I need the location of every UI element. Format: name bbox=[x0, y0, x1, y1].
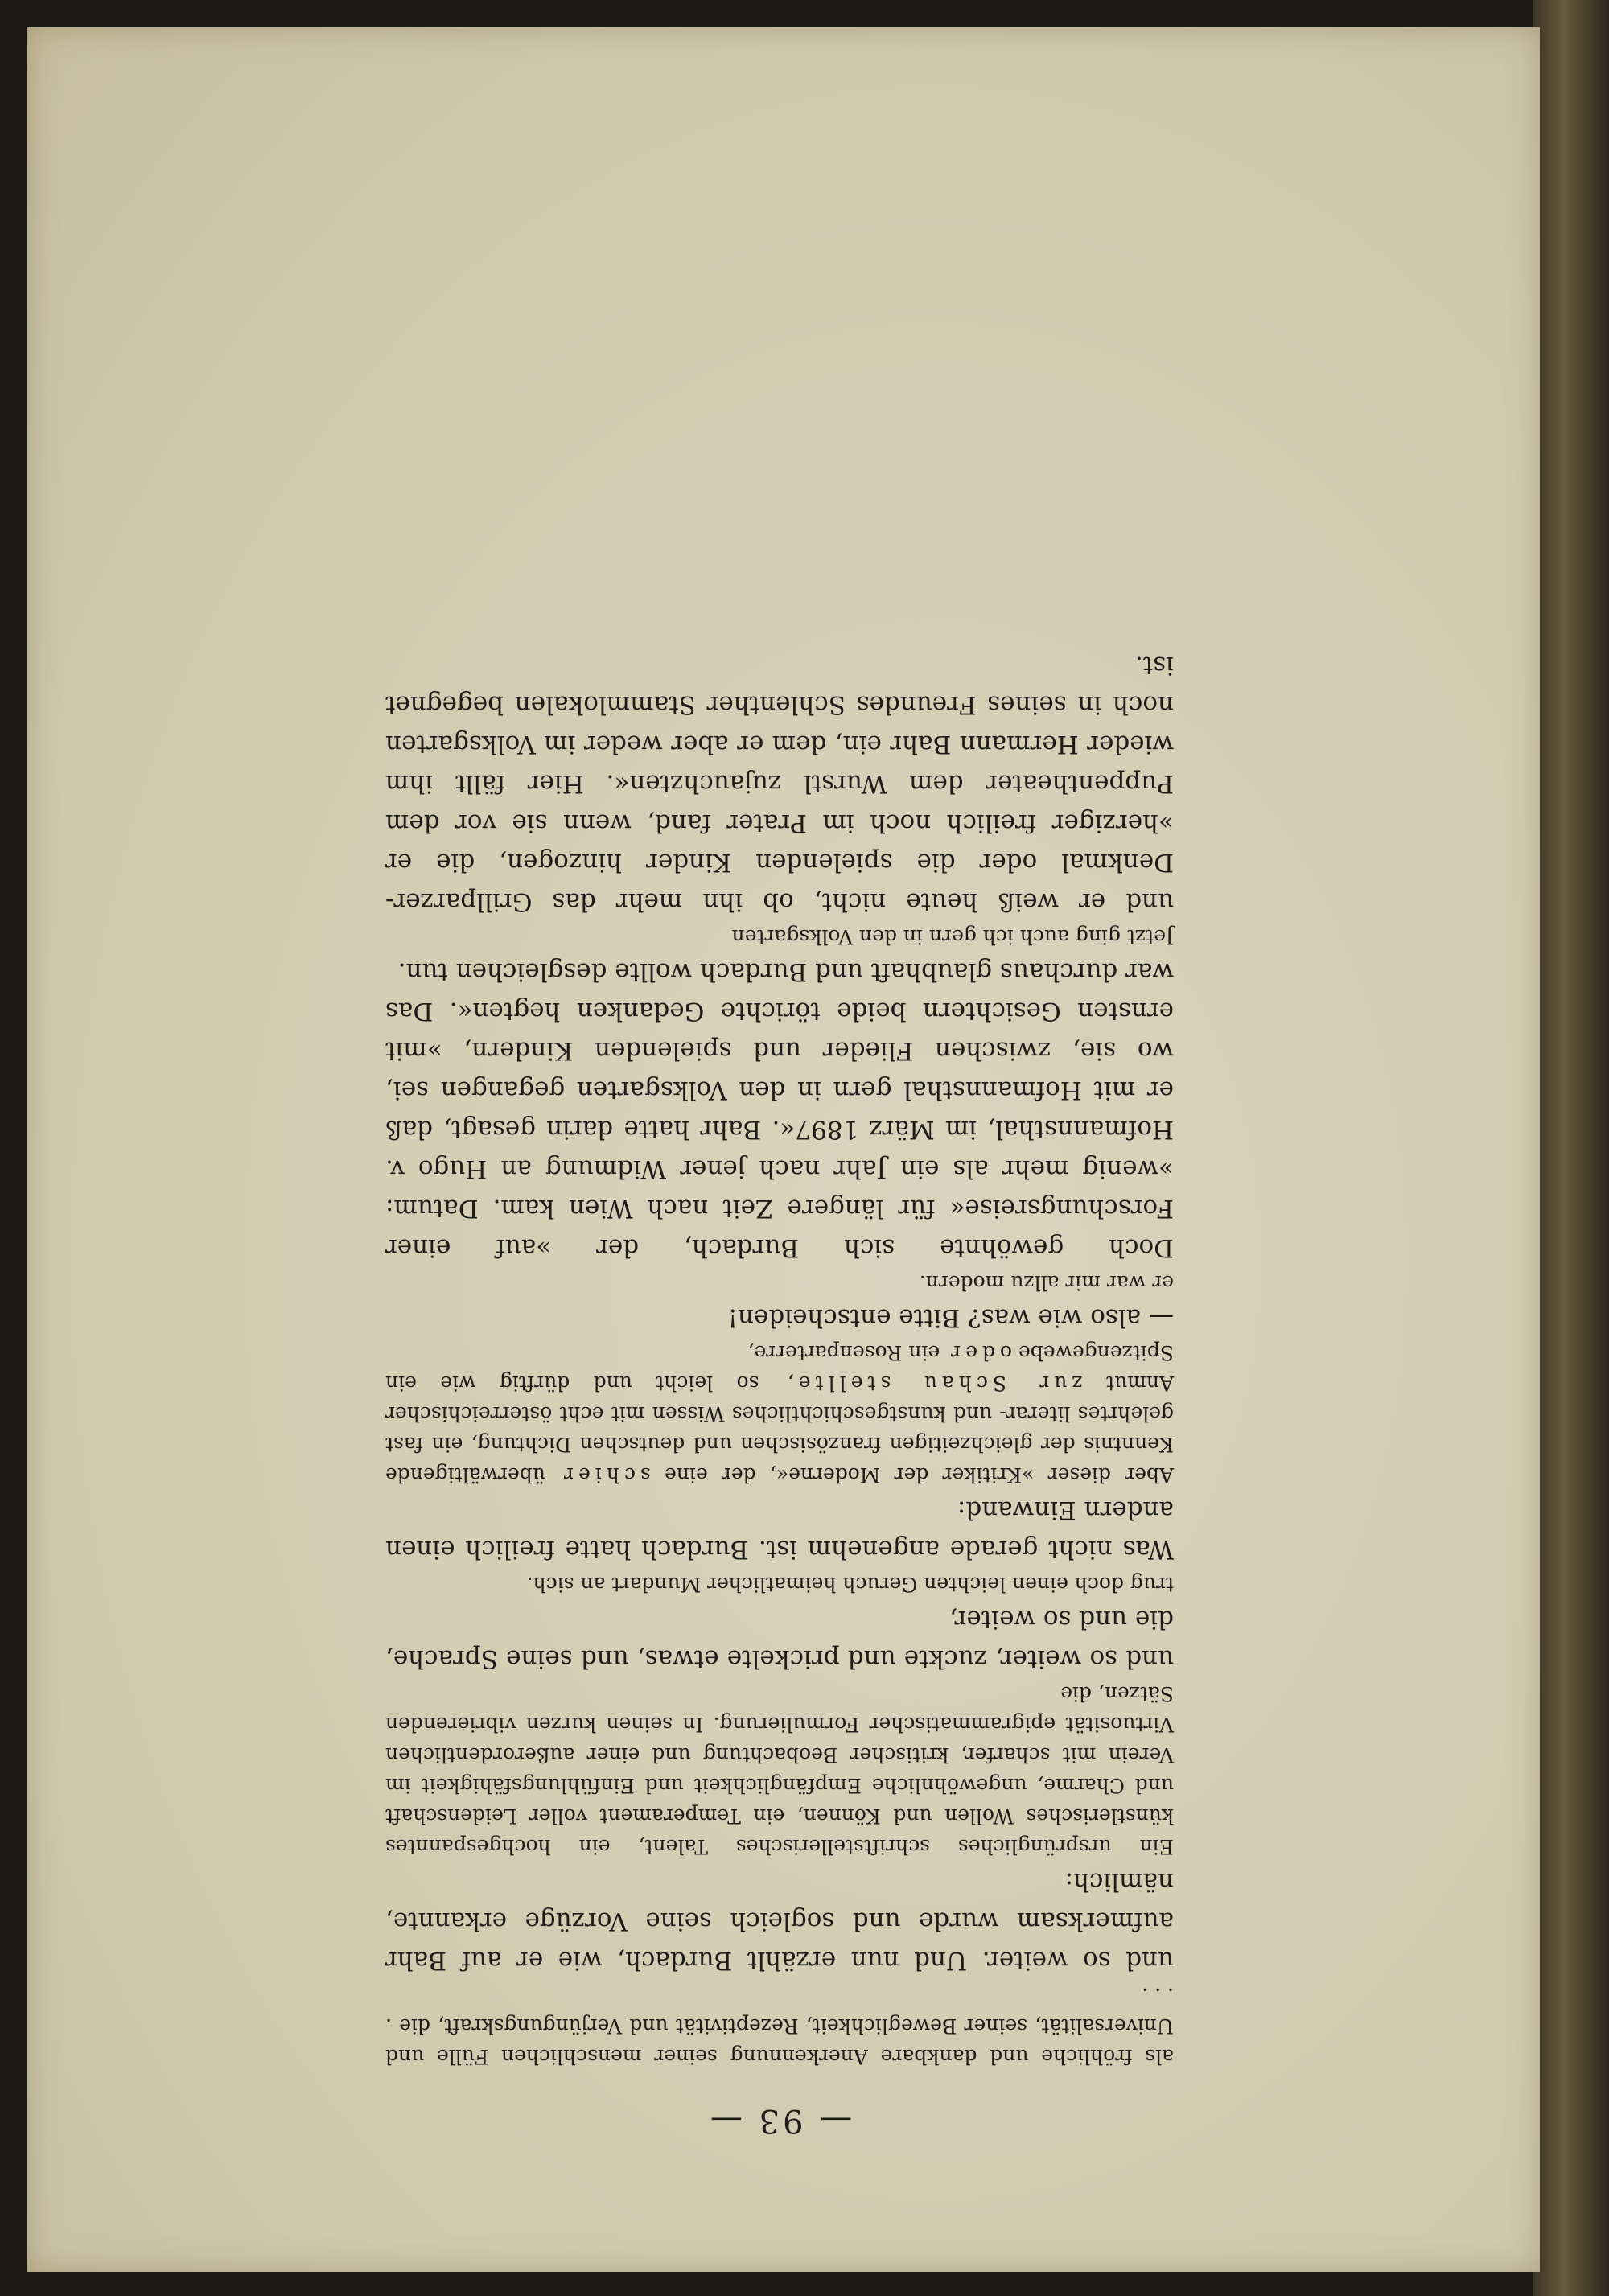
book-page bbox=[27, 27, 1540, 2272]
quote-7-emphasis-oder: oder bbox=[946, 1341, 1013, 1364]
quote-paragraph-11: Jetzt ging auch ich gern in den Volksgarten bbox=[731, 925, 1174, 948]
paragraph-2: und so weiter. Und nun erzählt Burdach, wie er auf Bahr aufmerksam wurde und sogleich seine Vorzüge erkannte, nämlich: bbox=[385, 1867, 1174, 1975]
paragraph-10: Doch gewöhnte sich Burdach, der »auf einer Forschungsreise« für längere Zeit nach Wien kam. Datum: »wenig mehr als ein Jahr nach jener Widmung an Hugo v. Hofmannsthal, im März 1897«. Bahr hatte darin gesagt, daß er mit Hofmannsthal gern in den Volksgarten gegangen sei, wo sie, zwischen Flieder und spielenden Kindern, »mit ernsten Gesichtern beide törichte Gedanken hegten«. Das war durchaus glaubhaft und Burdach wollte desgleichen tun. bbox=[385, 957, 1174, 1262]
quote-paragraph-5: trug doch einen leichten Geruch heimatlicher Mundart an sich. bbox=[526, 1573, 1174, 1596]
quote-paragraph-3: Ein ursprüngliches schriftstellerisches Talent, ein hochgespanntes künstlerisches Wollen und Können, ein Temperament voller Leidenschaft und Charme, ungewöhnliche Empfänglichkeit und Einfühlungsfähigkeit im Verein mit scharfer, kritischer Beobachtung und einer außerordentlichen Virtuosität epigrammatischer Formulierung. In seinen kurzen vibrierenden Sätzen, die bbox=[385, 1682, 1174, 1858]
rotated-page-content bbox=[27, 27, 1540, 2272]
quote-7-part-c: überwältigende Kenntnis der gleichzeitigen französischen und deutschen Dichtung, ein fast gelehrtes literar- und kunstgeschichtliches Wissen mit echt österreichischer Anmut bbox=[385, 1372, 1174, 1487]
paragraph-6: Was nicht gerade angenehm ist. Burdach hatte freilich einen andern Einwand: bbox=[385, 1496, 1174, 1564]
page-number: — 93 — bbox=[706, 2102, 853, 2139]
paragraph-12: und er weiß heute nicht, ob ihn mehr das Grillparzer-Denkmal oder die spielenden Kinder hinzogen, die er »herziger freilich noch im Prater fand, wenn sie vor dem Puppentheater dem Wurstl zujauchzten«. Hier fällt ihm wieder Hermann Bahr ein, dem er aber weder im Volksgarten noch in seines Freundes Schlenther Stammlokalen begegnet ist. bbox=[385, 651, 1174, 916]
quote-paragraph-1: als fröhliche und dankbare Anerkennung seiner menschlichen Fülle und Universalität, seiner Beweglichkeit, Rezeptivität und Verjüngungskraft, die . . . . bbox=[385, 1984, 1174, 2068]
quote-7-emphasis-zur-schau: zur Schau stellte, bbox=[782, 1372, 1083, 1395]
quote-paragraph-9: er war mir allzu modern. bbox=[919, 1271, 1174, 1294]
quote-7-part-e: so leicht und dürftig wie ein Spitzengewebe bbox=[385, 1341, 1174, 1395]
text-column bbox=[385, 645, 1174, 2139]
quote-7-part-a: Aber dieser »Kritiker der Moderne«, der eine bbox=[665, 1463, 1174, 1487]
paragraph-8: — also wie was? Bitte entscheiden! bbox=[727, 1303, 1174, 1332]
book-edge bbox=[1533, 0, 1609, 2296]
quote-paragraph-7 bbox=[385, 1337, 1174, 1490]
paragraph-4: und so weiter, zuckte und prickelte etwas, und seine Sprache, die und so weiter, bbox=[385, 1605, 1174, 1673]
quote-7-emphasis-schier: schier bbox=[559, 1463, 651, 1487]
quote-7-part-g: ein Rosenparterre, bbox=[747, 1341, 940, 1364]
